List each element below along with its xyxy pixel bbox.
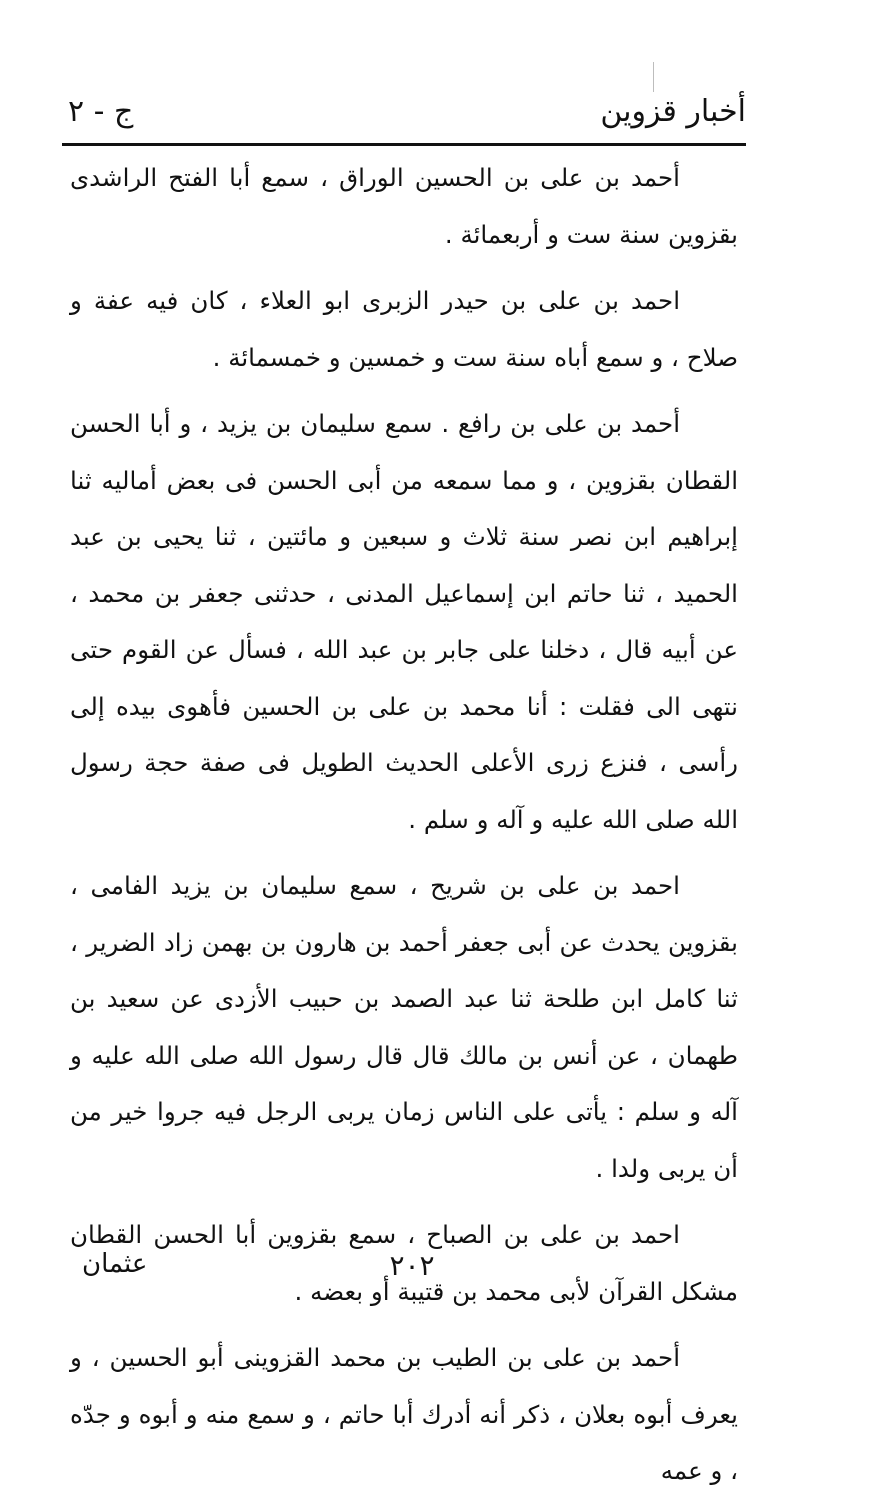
entry-paragraph: أحمد بن على بن الطيب بن محمد القزوينى أبو الحسين ، و يعرف أبوه بعلان ، ذكر أنه أدرك أبا حاتم ، و سمع منه و أبوه و جدّه ، و عمه (70, 1343, 738, 1485)
running-header (62, 92, 746, 138)
entry-paragraph: أحمد بن على بن الحسين الوراق ، سمع أبا الفتح الراشدى بقزوين سنة ست و أربعمائة . (70, 163, 738, 249)
scan-artifact-line (653, 62, 654, 92)
entry-paragraph: أحمد بن على بن رافع . سمع سليمان بن يزيد ، و أبا الحسن القطان بقزوين ، و مما سمعه من أبى الحسن فى بعض أماليه ثنا إبراهيم ابن نصر سنة ثلاث و سبعين و مائتين ، ثنا يحيى بن عبد الحميد ، ثنا حاتم ابن إسماعيل المدنى ، حدثنى جعفر بن محمد ، عن أبيه قال ، دخلنا على جابر بن عبد الله ، فسأل عن القوم حتى نتهى الى فقلت : أنا محمد بن على بن الحسين فأهوى بيده إلى رأسى ، فنزع زرى الأعلى الحديث الطويل فى صفة حجة رسول الله صلى الله عليه و آله و سلم . (70, 409, 738, 834)
entry-paragraph: احمد بن على بن حيدر الزبرى ابو العلاء ، كان فيه عفة و صلاح ، و سمع أباه سنة ست و خمسين و خمسمائة . (70, 286, 738, 372)
catchword: عثمان (82, 1249, 148, 1279)
header-rule (62, 143, 746, 146)
volume-number: ج - ٢ (68, 94, 134, 129)
page-footer (62, 1244, 746, 1294)
book-title: أخبار قزوين (600, 94, 746, 129)
entry-paragraph: احمد بن على بن الصباح ، سمع بقزوين أبا الحسن القطان مشكل القرآن لأبى محمد بن قتيبة أو بعضه . (70, 1220, 738, 1306)
entry-paragraph: احمد بن على بن شريح ، سمع سليمان بن يزيد الفامى ، بقزوين يحدث عن أبى جعفر أحمد بن هارون بن بهمن زاد الضرير ، ثنا كامل ابن طلحة ثنا عبد الصمد بن حبيب الأزدى عن سعيد بن طهمان ، عن أنس بن مالك قال قال رسول الله صلى الله عليه و آله و سلم : يأتى على الناس زمان يربى الرجل فيه جروا خير من أن يربى ولدا . (70, 871, 738, 1183)
page-number: ٢٠٢ (389, 1249, 435, 1282)
main-text (70, 150, 738, 1510)
